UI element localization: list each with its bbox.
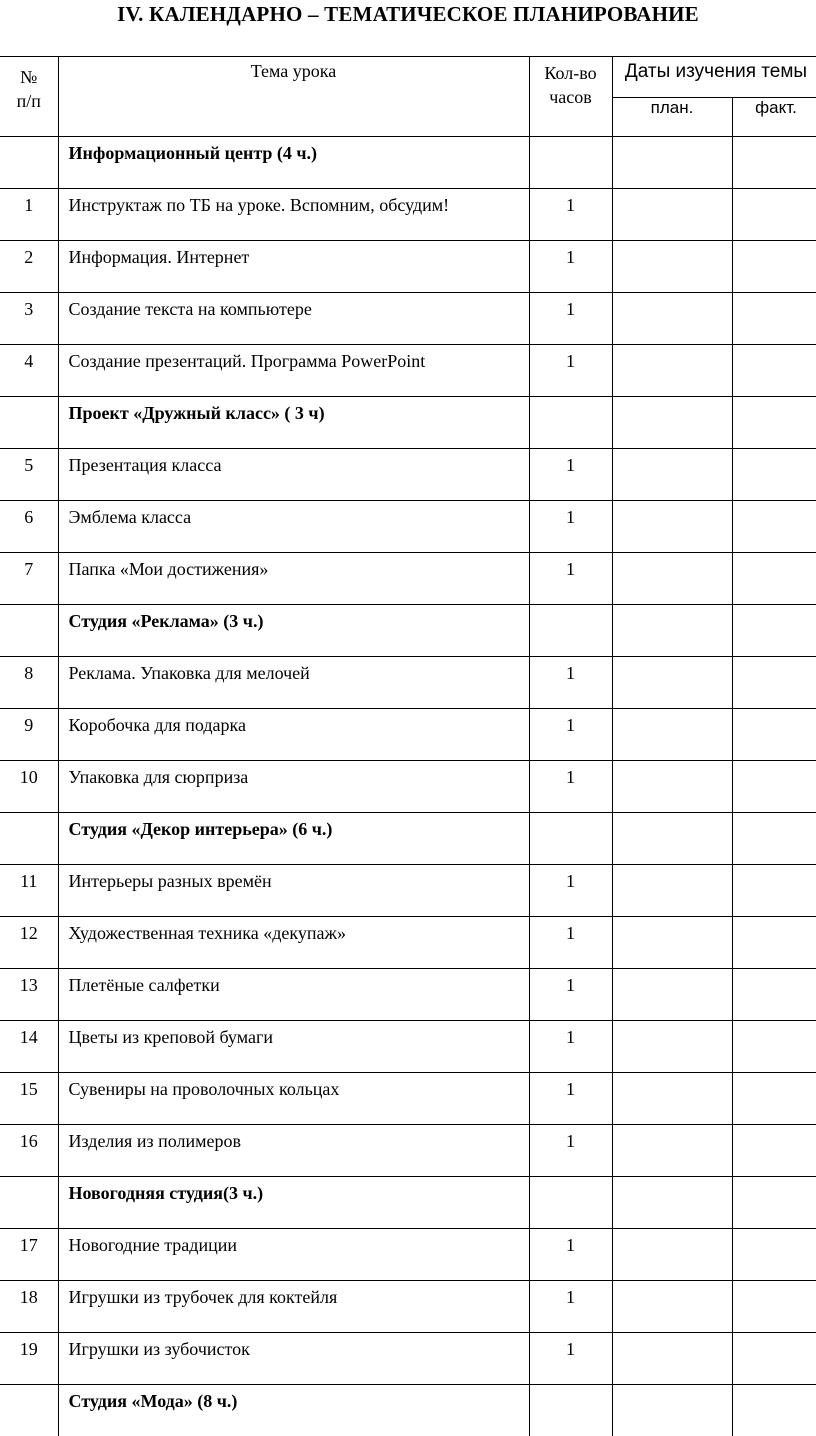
section-title: Студия «Декор интерьера» (6 ч.) [58, 813, 529, 865]
section-title: Проект «Дружный класс» ( 3 ч) [58, 397, 529, 449]
header-num-cell [0, 57, 58, 137]
header-hours-line1: Кол-во [530, 61, 612, 85]
table-row [0, 293, 816, 345]
lesson-topic: Интерьеры разных времён [58, 865, 529, 917]
fact-date-cell [732, 761, 816, 813]
plan-date-cell [612, 1177, 732, 1229]
plan-date-cell [612, 709, 732, 761]
section-row [0, 605, 816, 657]
fact-date-cell [732, 865, 816, 917]
section-title: Студия «Мода» (8 ч.) [58, 1385, 529, 1436]
lesson-topic: Игрушки из зубочисток [58, 1333, 529, 1385]
row-number: 19 [0, 1333, 58, 1385]
fact-date-cell [732, 1333, 816, 1385]
lesson-topic: Художественная техника «декупаж» [58, 917, 529, 969]
fact-date-cell [732, 1281, 816, 1333]
plan-date-cell [612, 1229, 732, 1281]
table-row [0, 1021, 816, 1073]
lesson-topic: Папка «Мои достижения» [58, 553, 529, 605]
fact-date-cell [732, 345, 816, 397]
table-row [0, 917, 816, 969]
lesson-topic: Реклама. Упаковка для мелочей [58, 657, 529, 709]
row-number: 17 [0, 1229, 58, 1281]
lesson-topic: Упаковка для сюрприза [58, 761, 529, 813]
lesson-hours [529, 397, 612, 449]
fact-date-cell [732, 1229, 816, 1281]
table-row [0, 345, 816, 397]
lesson-hours: 1 [529, 501, 612, 553]
lesson-hours: 1 [529, 189, 612, 241]
section-row [0, 397, 816, 449]
fact-date-cell [732, 293, 816, 345]
lesson-topic: Создание текста на компьютере [58, 293, 529, 345]
fact-date-cell [732, 917, 816, 969]
table-row [0, 761, 816, 813]
plan-date-cell [612, 241, 732, 293]
plan-date-cell [612, 553, 732, 605]
table-row [0, 1125, 816, 1177]
row-number: 12 [0, 917, 58, 969]
section-title: Новогодняя студия(3 ч.) [58, 1177, 529, 1229]
lesson-hours: 1 [529, 709, 612, 761]
table-row [0, 709, 816, 761]
header-hours-cell [529, 57, 612, 137]
row-number: 18 [0, 1281, 58, 1333]
plan-date-cell [612, 969, 732, 1021]
header-dates: Даты изучения темы [612, 57, 816, 98]
section-row [0, 813, 816, 865]
lesson-hours: 1 [529, 917, 612, 969]
lesson-hours: 1 [529, 1125, 612, 1177]
row-number [0, 137, 58, 189]
row-number: 9 [0, 709, 58, 761]
lesson-hours [529, 1385, 612, 1436]
lesson-hours: 1 [529, 1021, 612, 1073]
plan-date-cell [612, 397, 732, 449]
fact-date-cell [732, 1021, 816, 1073]
lesson-topic: Коробочка для подарка [58, 709, 529, 761]
lesson-hours: 1 [529, 449, 612, 501]
fact-date-cell [732, 605, 816, 657]
row-number [0, 1177, 58, 1229]
plan-date-cell [612, 605, 732, 657]
row-number: 3 [0, 293, 58, 345]
table-row [0, 501, 816, 553]
plan-date-cell [612, 449, 732, 501]
row-number: 15 [0, 1073, 58, 1125]
plan-date-cell [612, 137, 732, 189]
lesson-topic: Цветы из креповой бумаги [58, 1021, 529, 1073]
section-title: Информационный центр (4 ч.) [58, 137, 529, 189]
plan-date-cell [612, 1073, 732, 1125]
lesson-topic: Игрушки из трубочек для коктейля [58, 1281, 529, 1333]
lesson-topic: Презентация класса [58, 449, 529, 501]
plan-date-cell [612, 293, 732, 345]
lesson-hours [529, 137, 612, 189]
plan-date-cell [612, 501, 732, 553]
fact-date-cell [732, 241, 816, 293]
lesson-topic: Инструктаж по ТБ на уроке. Вспомним, обсудим! [58, 189, 529, 241]
header-num-line2: п/п [0, 89, 58, 113]
row-number: 7 [0, 553, 58, 605]
lesson-hours [529, 1177, 612, 1229]
table-row [0, 865, 816, 917]
fact-date-cell [732, 1073, 816, 1125]
plan-date-cell [612, 761, 732, 813]
fact-date-cell [732, 501, 816, 553]
header-topic: Тема урока [58, 57, 529, 137]
lesson-topic: Создание презентаций. Программа PowerPoint [58, 345, 529, 397]
planning-table-body [0, 57, 816, 1436]
header-plan: план. [612, 98, 732, 137]
lesson-topic: Новогодние традиции [58, 1229, 529, 1281]
table-row [0, 1073, 816, 1125]
lesson-hours: 1 [529, 1281, 612, 1333]
section-row [0, 137, 816, 189]
row-number: 2 [0, 241, 58, 293]
lesson-hours: 1 [529, 1073, 612, 1125]
table-row [0, 657, 816, 709]
lesson-hours: 1 [529, 1229, 612, 1281]
plan-date-cell [612, 189, 732, 241]
table-row [0, 241, 816, 293]
plan-date-cell [612, 865, 732, 917]
row-number [0, 1385, 58, 1436]
header-num-line1: № [0, 65, 58, 89]
row-number: 5 [0, 449, 58, 501]
fact-date-cell [732, 1177, 816, 1229]
row-number: 16 [0, 1125, 58, 1177]
plan-date-cell [612, 345, 732, 397]
lesson-topic: Плетёные салфетки [58, 969, 529, 1021]
row-number [0, 813, 58, 865]
row-number: 6 [0, 501, 58, 553]
plan-date-cell [612, 1021, 732, 1073]
row-number: 1 [0, 189, 58, 241]
header-hours-line2: часов [530, 85, 612, 109]
plan-date-cell [612, 813, 732, 865]
row-number [0, 605, 58, 657]
fact-date-cell [732, 553, 816, 605]
lesson-hours: 1 [529, 1333, 612, 1385]
lesson-hours [529, 813, 612, 865]
lesson-topic: Информация. Интернет [58, 241, 529, 293]
lesson-hours: 1 [529, 761, 612, 813]
lesson-hours: 1 [529, 293, 612, 345]
plan-date-cell [612, 1125, 732, 1177]
plan-date-cell [612, 1385, 732, 1436]
section-row [0, 1177, 816, 1229]
lesson-topic: Сувениры на проволочных кольцах [58, 1073, 529, 1125]
plan-date-cell [612, 1333, 732, 1385]
fact-date-cell [732, 657, 816, 709]
fact-date-cell [732, 709, 816, 761]
row-number: 11 [0, 865, 58, 917]
lesson-hours: 1 [529, 969, 612, 1021]
section-title: Студия «Реклама» (3 ч.) [58, 605, 529, 657]
fact-date-cell [732, 813, 816, 865]
header-fact: факт. [732, 98, 816, 137]
lesson-hours: 1 [529, 553, 612, 605]
page-title: IV. КАЛЕНДАРНО – ТЕМАТИЧЕСКОЕ ПЛАНИРОВАНИЕ [0, 2, 816, 27]
fact-date-cell [732, 397, 816, 449]
table-row [0, 1333, 816, 1385]
lesson-hours: 1 [529, 657, 612, 709]
table-header-row [0, 57, 816, 98]
lesson-hours: 1 [529, 865, 612, 917]
table-row [0, 969, 816, 1021]
fact-date-cell [732, 137, 816, 189]
lesson-hours [529, 605, 612, 657]
fact-date-cell [732, 189, 816, 241]
table-row [0, 189, 816, 241]
plan-date-cell [612, 657, 732, 709]
fact-date-cell [732, 449, 816, 501]
table-row [0, 1229, 816, 1281]
section-row [0, 1385, 816, 1436]
table-row [0, 553, 816, 605]
row-number [0, 397, 58, 449]
row-number: 8 [0, 657, 58, 709]
plan-date-cell [612, 917, 732, 969]
lesson-hours: 1 [529, 241, 612, 293]
planning-table [0, 56, 816, 1436]
table-row [0, 449, 816, 501]
fact-date-cell [732, 1385, 816, 1436]
table-row [0, 1281, 816, 1333]
lesson-topic: Изделия из полимеров [58, 1125, 529, 1177]
plan-date-cell [612, 1281, 732, 1333]
row-number: 10 [0, 761, 58, 813]
lesson-hours: 1 [529, 345, 612, 397]
fact-date-cell [732, 969, 816, 1021]
fact-date-cell [732, 1125, 816, 1177]
row-number: 4 [0, 345, 58, 397]
row-number: 14 [0, 1021, 58, 1073]
row-number: 13 [0, 969, 58, 1021]
lesson-topic: Эмблема класса [58, 501, 529, 553]
